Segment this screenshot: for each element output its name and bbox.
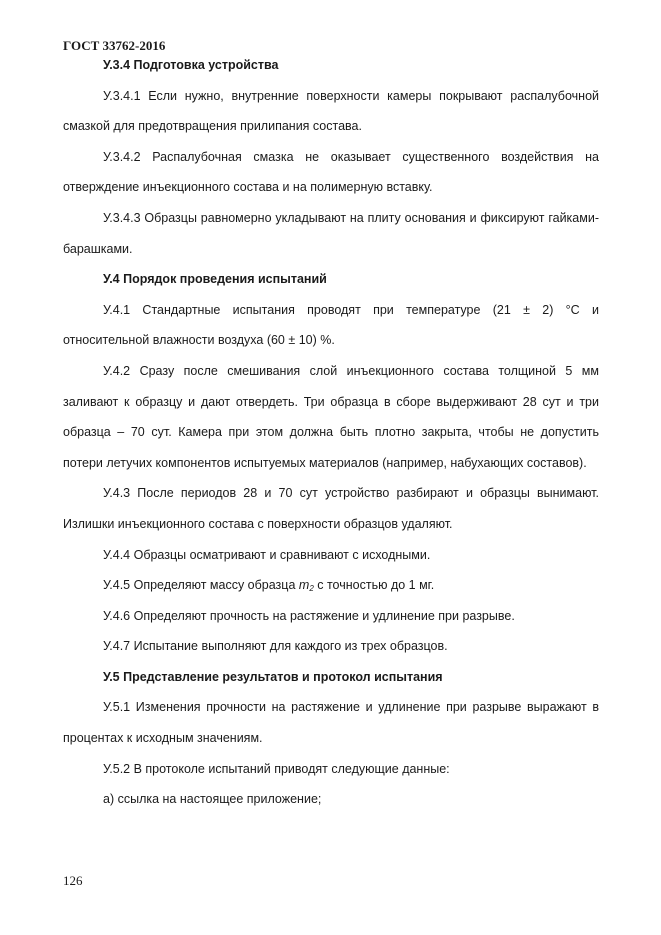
paragraph-u46: У.4.6 Определяют прочность на растяжение и удлинение при разрыве. — [103, 608, 515, 623]
paragraph-u52: У.5.2 В протоколе испытаний приводят следующие данные: — [103, 761, 450, 776]
section-heading-u5: У.5 Представление результатов и протокол испытания — [103, 669, 443, 684]
paragraph-u343: У.3.4.3 Образцы равномерно укладывают на плиту основания и фиксируют гайками-барашками. — [63, 210, 599, 256]
paragraph-u41: У.4.1 Стандартные испытания проводят при температуре (21 ± 2) °С и относительной влажности воздуха (60 ± 10) %. — [63, 302, 599, 348]
paragraph-u342: У.3.4.2 Распалубочная смазка не оказывает существенного воздействия на отверждение инъекционного состава и на полимерную вставку. — [63, 149, 599, 195]
list-item-a: а) ссылка на настоящее приложение; — [103, 792, 322, 807]
paragraph-u42: У.4.2 Сразу после смешивания слой инъекционного состава толщиной 5 мм заливают к образцу и дают отвердеть. Три образца в сборе выдерживают 28 сут и три образца – 70 сут. Камера при этом должна быть плотно закрыта, чтобы не допустить потери летучих компонентов испытуемых материалов (например, набухающих составов). — [63, 363, 599, 470]
paragraph-u45-text-after: с точностью до 1 мг. — [317, 578, 435, 593]
document-body — [63, 50, 599, 815]
document-code: ГОСТ 33762-2016 — [63, 38, 166, 53]
page-number: 126 — [63, 873, 83, 888]
paragraph-u47: У.4.7 Испытание выполняют для каждого из трех образцов. — [103, 639, 448, 654]
mass-variable-symbol: m — [298, 578, 310, 593]
mass-variable-subscript: 2 — [309, 584, 314, 594]
paragraph-u341: У.3.4.1 Если нужно, внутренние поверхности камеры покрывают распалубочной смазкой для предотвращения прилипания состава. — [63, 88, 599, 134]
section-heading-u4: У.4 Порядок проведения испытаний — [103, 272, 327, 287]
paragraph-u45 — [63, 570, 599, 601]
mass-variable — [299, 578, 314, 592]
paragraph-u51: У.5.1 Изменения прочности на растяжение и удлинение при разрыве выражают в процентах к исходным значениям. — [63, 700, 599, 746]
paragraph-u44: У.4.4 Образцы осматривают и сравнивают с исходными. — [103, 547, 431, 562]
paragraph-u43: У.4.3 После периодов 28 и 70 сут устройство разбирают и образцы вынимают. Излишки инъекционного состава с поверхности образцов удаляют. — [63, 486, 599, 531]
section-heading-u34: У.3.4 Подготовка устройства — [103, 58, 279, 72]
paragraph-u45-text-before: У.4.5 Определяют массу образца — [103, 578, 296, 593]
